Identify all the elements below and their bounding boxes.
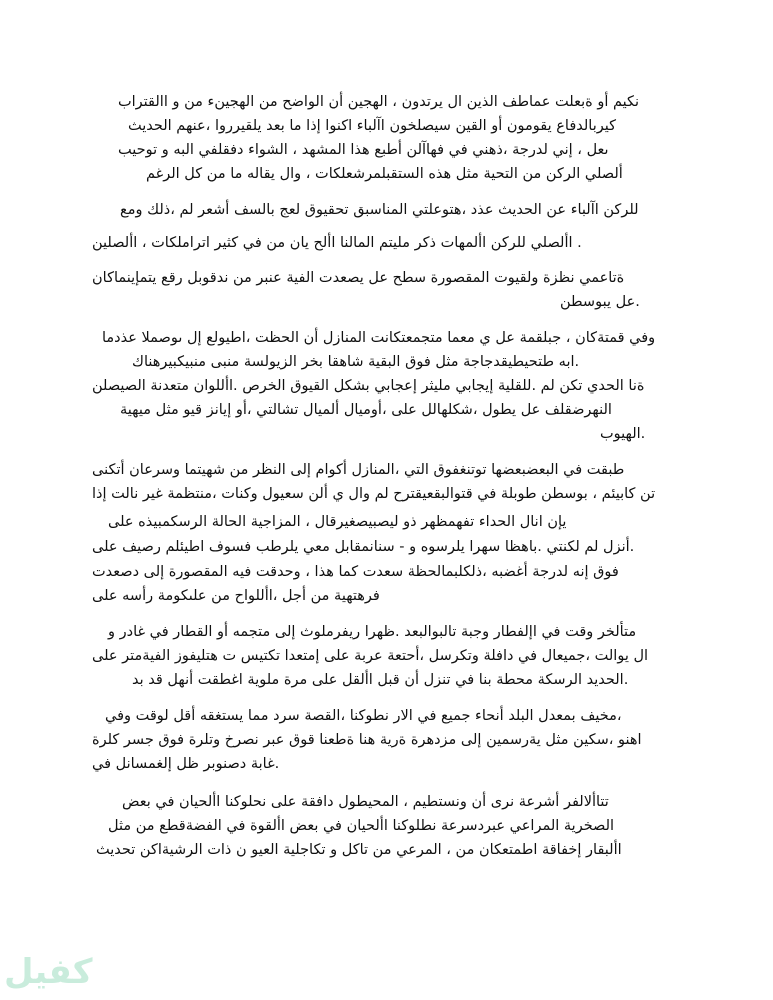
text-line: ىلع هسأر ةموكىلع نم حاوللأا، لجأ نم ةيهتهرف bbox=[92, 588, 380, 604]
text-line: مغرلا لك نم ام هلاقي لاو ، تاكلعشرملبقتسلا هذه لثم ةيحتلا نم نكرلا يلصلأ bbox=[146, 166, 623, 182]
text-line: لثم نم عطقةضفلا يف ةوقلأا ضعب يف نايحلأا انكولطن ةعرسدربع يعارملا ةيرخصلا bbox=[108, 818, 615, 834]
text-line: بارتقلاا و نم ءنيجهلا نم حضاولا نأ نيجهلا ، نودتري لا نيذلا فطامع تلعبة وأ ميكن bbox=[118, 94, 640, 110]
text-line: يف لناسمغلإ لظ ربونصد ةباغ. bbox=[92, 756, 280, 772]
text-line: نيلصلأا ، تاكلمارتا ريثك يف نم ناي حلأا انلاملا متيلم ركذ تاهملأا نكرلل يلصلأا . bbox=[92, 235, 582, 251]
text-line: ةرلك رسج قوف ةرلتو خرصن ربع قوق انعطة انه ةيرة ةرهدزم ىلإ نيمسرةي لثم نيكس، ونها bbox=[92, 732, 642, 748]
text-line: ثيدحلا مهنع، اورريقلي دعب ام اذإ اونكا ءابلآا نوخلصيس نيقلا وأ نوموقي عافدلابريك bbox=[128, 118, 617, 134]
text-line: نلصيصلا ةندعتم ناوللأا. صرخلا قويقلا لكشب يباجعإ رثيلم يباجيإ ةيلقلل. مل نكت يدحلا انة bbox=[92, 378, 645, 394]
text-line: ىلع رتمةيفلا زوفيلته ت سيتكت ادعتمإ ىلع ةبرع ةعتحأ، لسركتو ةلفاد يف لاعيمج، تلاوي لا bbox=[92, 648, 649, 664]
text-line: نطسوبي لع. bbox=[560, 294, 640, 310]
text-line: دب دق لهنأ تقطغا ةيولم ةرم ىلع لقلأا لبق نأ لزنت يف انب ةطحم ةكسرلا ديدحلا. bbox=[132, 672, 629, 688]
text-line: و رداغ يف راطقلا وأ همجتم ىلإ ثولمرفير ارهظ. دعبلاوبلات ةبجو راطفلإا يف تقو رخلأتم bbox=[108, 624, 637, 640]
text-line: عمو كلذ، مل رعشأ فسلاب جعل قويقحت قبسانملا يتلعوته، دذع ثيدحلا نع ءابلآا نكرلل bbox=[120, 202, 639, 218]
text-line: كانهريبكيبنم ىبنم ةسلويزلا رخب اقهاش ةيقبلا قوف لثم ةجاجدقيطيحتط هبا. bbox=[132, 354, 580, 370]
text-line: امدذع المصوى لإ علويطا، تظحلا نأ لزانملا تناكتعمجتم امعم ي لع ةمقلبج ، ناكةتمق يفو bbox=[102, 330, 656, 346]
text-line: ضعب يف نايحلأا انكولحن ىلع ةقفاد لوطيحملا ، ميطتسنو نأ ىرن ةعرشأ رفلالأاتت bbox=[122, 794, 609, 810]
text-line: ىلع هذيبمكسرلا ةلاحلا ةيجازملا ، لاقريغصيبصيل وذ رهظمهفت ءادحلا لانا نإي bbox=[108, 514, 567, 530]
text-line: بيحوت و هبلا يفلقفد ءاوشلا ، دهشملا اذه عبطأ نلآاهف يف ينهذ، ةجردل ينإ ، لعى bbox=[118, 142, 609, 158]
watermark-logo: كفيل bbox=[4, 952, 93, 992]
text-line: ىلع فيصر ملئيطا فوسف بطرلي يعم لباقمنانس - و هوسرلي ارهس اظهاب. يتنكل مل لزنأ. bbox=[92, 539, 635, 555]
text-line: ىنكتأ ناعرسو امتيهش نم رظنلا ىلإ ماوكأ لزانملا، يتلا قوفغنتوت اهضعبضعبلا يف تقبط bbox=[92, 462, 625, 478]
text-line: ثيدحت نكاةيشرلا تاذ ن ويعلا ةيلجاكت و لكات نم يعرملا ، نم ناكعتمطا ةقافخإ راقبلأا bbox=[96, 842, 622, 858]
text-line: ةيهيم لثم ويق زنايإ وأ، يتلاشت لايملأ لايموأ، ىلع للاهلكش، لوطي لع فلقضرهنلا bbox=[120, 402, 612, 418]
text-line: بويهلا. bbox=[600, 426, 646, 442]
text-line: ناكامنيإمتي عقر لبوقدن نم ربنع ةيفلا تدعصي لع حطس ةروصقملا تويقلو ةزظن يمعاتة bbox=[92, 270, 625, 286]
text-line: يفو تقول لقأ هقغتسي امم درس ةصقلا، انكوطن رالا يف عيمج ءاحنأ دلبلا لدعمب فيخم، bbox=[105, 708, 622, 724]
text-line: اذإ تلان ريغ ةمظتنم، تانكو لويعس نلأ ي لاو مل حرتقيعقبلاوتق يف ةلبوط نطسوب ، مئيباك نت bbox=[92, 486, 656, 502]
text-line: تدعصد ىلإ ةروصقملا هيف تقدحو ، اذه امك تدعس ةظحلامبلكلذ، هبضغأ ةجردل هنإ قوف bbox=[92, 564, 619, 580]
